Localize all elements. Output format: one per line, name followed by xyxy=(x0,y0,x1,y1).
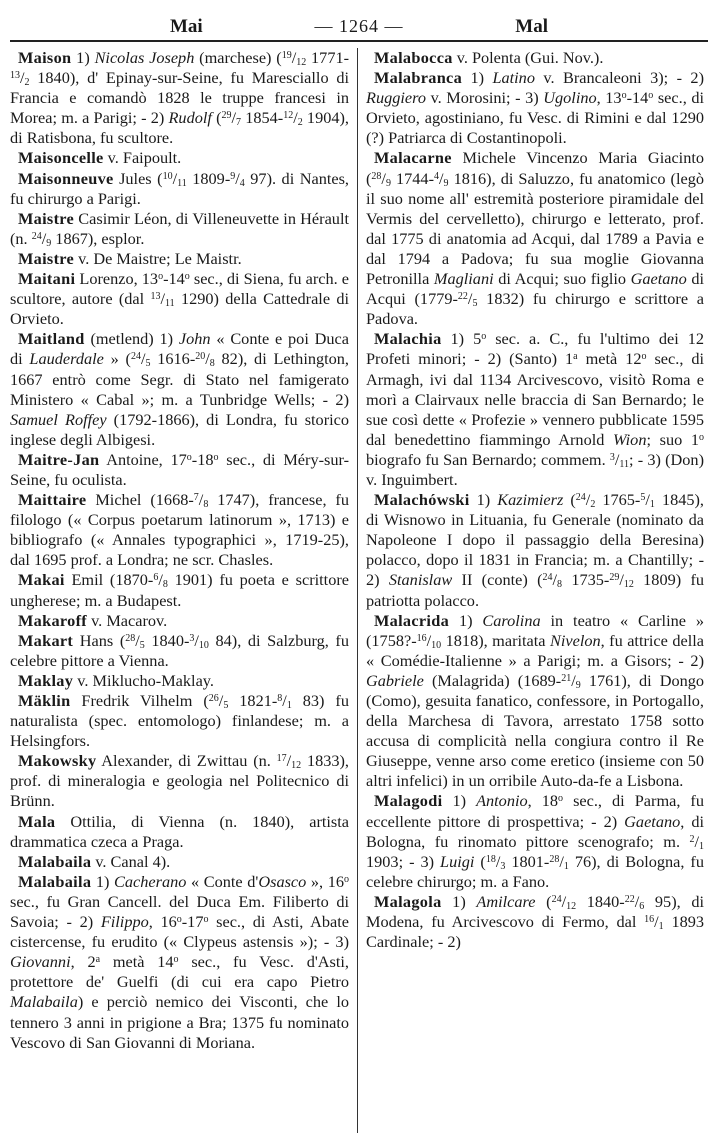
page-number: — 1264 — xyxy=(314,16,404,36)
entry-text: 1) Kazimierz ($^{24}/_2$ $1765-^5/_1$ 1845), di Wisnowo in Lituania, fu Generale (nominato da Napoleone I dopo il passaggio della Beresina) polacco, dopo il 1831 in Francia; m. a Chantilly; - 2) Stanislaw II (conte) ($^{24}/_8$ $1735-^{29}/_{12}$ 1809) fu patriotta polacco. xyxy=(366,490,705,610)
two-column-body xyxy=(10,48,708,1133)
entry-headword: Malabaila xyxy=(18,871,92,891)
entry-text: Lorenzo, 13$^o$-14$^o$ sec., di Siena, fu arch. e scultore, autore (dal $^{13}/_{11}$ 1290) della Cattedrale di Orvieto. xyxy=(10,269,350,329)
dictionary-entry xyxy=(366,68,704,148)
entry-text: 1) Latino v. Brancaleoni 3); - 2) Ruggiero v. Morosini; - 3) Ugolino, 13$^o$-14$^o$ sec., di Orvieto, agostiniano, fu Vesc. di Rimini e dal 1290 (?) Patriarca di Costantinopoli. xyxy=(366,68,705,148)
dictionary-entry xyxy=(10,450,349,490)
entry-text: Alexander, di Zwittau (n. $^{17}/_{12}$ 1833), prof. di mineralogia e geologia nel Politecnico di Brünn. xyxy=(10,751,349,811)
dictionary-entry xyxy=(10,751,349,811)
entry-headword: Malagola xyxy=(374,891,442,911)
entry-headword: Malachówski xyxy=(374,490,470,510)
header-right-title: Mal xyxy=(515,16,548,37)
dictionary-entry xyxy=(10,148,349,168)
entry-text: v. Polenta (Gui. Nov.). xyxy=(452,48,604,67)
entry-headword: Malabranca xyxy=(374,68,463,88)
dictionary-entry xyxy=(10,48,349,148)
dictionary-entry xyxy=(366,791,704,891)
entry-headword: Malabaila xyxy=(18,851,92,871)
dictionary-entry xyxy=(10,611,349,631)
entry-headword: Maittaire xyxy=(18,490,87,510)
entry-text: Michel ($1668-^7/_8$ 1747), francese, fu filologo (« Corpus poetarum latinorum », 1713) e bibliografo (« Annales typographici », 1719-25), dal 1695 prof. a Londra; ne scr. Chasles. xyxy=(10,490,349,570)
entry-text: Casimir Léon, di Villeneuvette in Hérault (n. $^{24}/_9$ 1867), esplor. xyxy=(10,208,349,249)
entry-text: Fredrik Vilhelm ($^{26}/_5$ $1821-^8/_1$ 83) fu naturalista (spec. entomologo) finlandese; m. a Helsingfors. xyxy=(10,691,349,751)
entry-text: Michele Vincenzo Maria Giacinto ($^{28}/_9$ $1744-^4/_9$ 1816), di Saluzzo, fu anatomico (legò il suo nome all' estremità posteriore piramidale del Vermis del cervelletto), chirurgo e letterato, prof. dal 1775 di anatomia ad Acqui, dal 1789 a Pavia e dal 1794 a Padova; fu sua moglie Giovanna Petronilla Magliani di Acqui; suo figlio Gaetano di Acqui ($1779-^{22}/_5$ 1832) fu chirurgo e scrittore a Padova. xyxy=(366,148,705,329)
entry-headword: Maklay xyxy=(18,670,74,690)
entry-text: v. Miklucho-Maklay. xyxy=(73,670,214,690)
entry-headword: Malacarne xyxy=(374,148,452,168)
entry-headword: Malacrida xyxy=(374,610,450,630)
entry-text: Ottilia, di Vienna (n. 1840), artista drammatica czeca a Praga. xyxy=(10,811,349,851)
entry-text: 1) Antonio, 18$^o$ sec., di Parma, fu eccellente pittore di prospettiva; - 2) Gaetano, di Bologna, fu rinomato pittore scenografo; m. $^2/_1$ 1903; - 3) Luigi ($^{18}/_3$ $1801-^{28}/_1$ 76), di Bologna, fu celebre chirurgo; m. a Fano. xyxy=(366,791,704,891)
entry-text: (metlend) 1) John « Conte e poi Duca di Lauderdale » ($^{24}/_5$ $1616-^{20}/_8$ 82), di Lethington, 1667 entrò come Segr. di Stato nel famigerato Ministero « Cabal »; m. a Tunbridge Wells; - 2) Samuel Roffey (1792-1866), di Londra, fu storico inglese degli Albigesi. xyxy=(10,329,350,449)
entry-headword: Maisoncelle xyxy=(18,148,104,168)
dictionary-entry xyxy=(10,209,349,249)
entry-headword: Maison xyxy=(18,48,72,67)
dictionary-entry xyxy=(10,329,349,450)
entry-headword: Malachia xyxy=(374,329,442,349)
dictionary-entry xyxy=(10,671,349,691)
dictionary-entry xyxy=(10,249,349,269)
dictionary-entry xyxy=(366,892,704,952)
entry-headword: Maitre-Jan xyxy=(18,449,100,469)
dictionary-entry xyxy=(10,169,349,209)
entry-text: Emil ($1870-^6/_8$ 1901) fu poeta e scrittore ungherese; m. a Budapest. xyxy=(10,570,349,610)
dictionary-entry xyxy=(10,570,349,610)
entry-text: v. De Maistre; Le Maistr. xyxy=(74,248,242,268)
right-column xyxy=(357,48,704,1133)
dictionary-entry xyxy=(366,490,704,611)
entry-text: Jules ($^{10}/_{11}$ $1809-^9/_4$ 97). di Nantes, fu chirurgo a Parigi. xyxy=(10,168,350,208)
header-left-title: Mai xyxy=(170,16,203,37)
dictionary-entry xyxy=(10,872,349,1053)
left-column xyxy=(10,48,357,1133)
entry-text: 1) Cacherano « Conte d'Osasco », 16$^o$ sec., fu Gran Cancell. del Duca Em. Filiberto di Savoia; - 2) Filippo, 16$^o$-17$^o$ sec., di Asti, Abate cistercense, fu erudito (« Clypeus astensis »); - 3) Giovanni, 2$^a$ metà 14$^o$ sec., fu Vesc. d'Asti, protettore de' Guelfi (di cui era capo Pietro Malabaila) e perciò nemico dei Visconti, che lo tennero 3 anni in prigione a Bra; 1375 fu nominato Vescovo di San Giovanni di Moriana. xyxy=(10,871,349,1052)
entry-text: v. Faipoult. xyxy=(103,148,182,168)
dictionary-entry xyxy=(366,48,704,68)
entry-headword: Mäklin xyxy=(18,691,71,710)
dictionary-entry xyxy=(366,148,704,329)
entry-headword: Malagodi xyxy=(374,791,443,811)
entry-headword: Malabocca xyxy=(374,48,453,67)
entry-headword: Maistre xyxy=(18,248,75,268)
entry-text: v. Canal 4). xyxy=(91,851,171,871)
entry-text: 1) Carolina in teatro « Carline » ($1758?-^{16}/_{10}$ 1818), maritata Nivelon, fu attrice della « Comédie-Italienne » a Parigi; m. a Gisors; - 2) Gabriele (Malagrida) ($1689-^{21}/_9$ 1761), di Dongo (Como), gesuita fanatico, confessore, in Portogallo, della Marchesa di Tavora, arrestato 1758 sotto accusa di complicità nella congiura contro il Re Giuseppe, venne arso come eretico (insieme con 50 altri infelici) in un orribile Auto-da-fe a Lisbona. xyxy=(366,610,705,791)
dictionary-entry xyxy=(366,329,704,490)
entry-text: Hans ($^{28}/_5$ $1840-^3/_{10}$ 84), di Salzburg, fu celebre pittore a Vienna. xyxy=(10,630,349,670)
dictionary-entry xyxy=(366,611,704,792)
entry-text: v. Macarov. xyxy=(87,610,168,630)
entry-text: Antoine, 17$^o$-18$^o$ sec., di Méry-sur-Seine, fu oculista. xyxy=(10,449,349,489)
entry-text: 1) Amilcare ($^{24}/_{12}$ $1840-^{22}/_6$ 95), di Modena, fu Arcivescovo di Fermo, dal $^{16}/_1$ 1893 Cardinale; - 2) xyxy=(366,891,705,952)
entry-headword: Maitani xyxy=(18,269,76,289)
entry-headword: Makowsky xyxy=(18,751,97,771)
dictionary-entry xyxy=(10,631,349,671)
dictionary-entry xyxy=(10,269,349,329)
entry-headword: Maisonneuve xyxy=(18,168,114,188)
entry-text: 1) 5$^o$ sec. a. C., fu l'ultimo dei 12 Profeti minori; - 2) (Santo) 1$^a$ metà 12$^o$ sec., di Armagh, ivi dal 1134 Arcivescovo, visitò Roma e morì a Clairvaux nelle braccia di San Bernardo; le sue così dette « Profezie » vennero pubblicate 1595 dal benedettino fiammingo Arnold Wion; suo 1$^o$ biografo fu San Bernardo; commem. $^3/_{11}$; - 3) (Don) v. Inguimbert. xyxy=(366,329,705,489)
entry-text: 1) Nicolas Joseph (marchese) ($^{19}/_{12}$ $1771-^{13}/_2$ 1840), d' Epinay-sur-Seine, fu Maresciallo di Francia e comandò 1828 le truppe francesi in Morea; m. a Parigi; - 2) Rudolf ($^{29}/_7$ $1854-^{12}/_2$ 1904), di Ratisbona, fu scultore. xyxy=(10,48,350,148)
entry-headword: Mala xyxy=(18,811,56,831)
page-header xyxy=(10,16,708,42)
dictionary-entry xyxy=(10,852,349,872)
dictionary-entry xyxy=(10,490,349,570)
entry-headword: Makart xyxy=(18,630,74,650)
dictionary-entry xyxy=(10,812,349,852)
dictionary-entry xyxy=(10,691,349,751)
entry-headword: Maistre xyxy=(18,208,75,228)
entry-headword: Makaroff xyxy=(18,610,88,630)
entry-headword: Makai xyxy=(18,570,65,590)
entry-headword: Maitland xyxy=(18,329,85,349)
